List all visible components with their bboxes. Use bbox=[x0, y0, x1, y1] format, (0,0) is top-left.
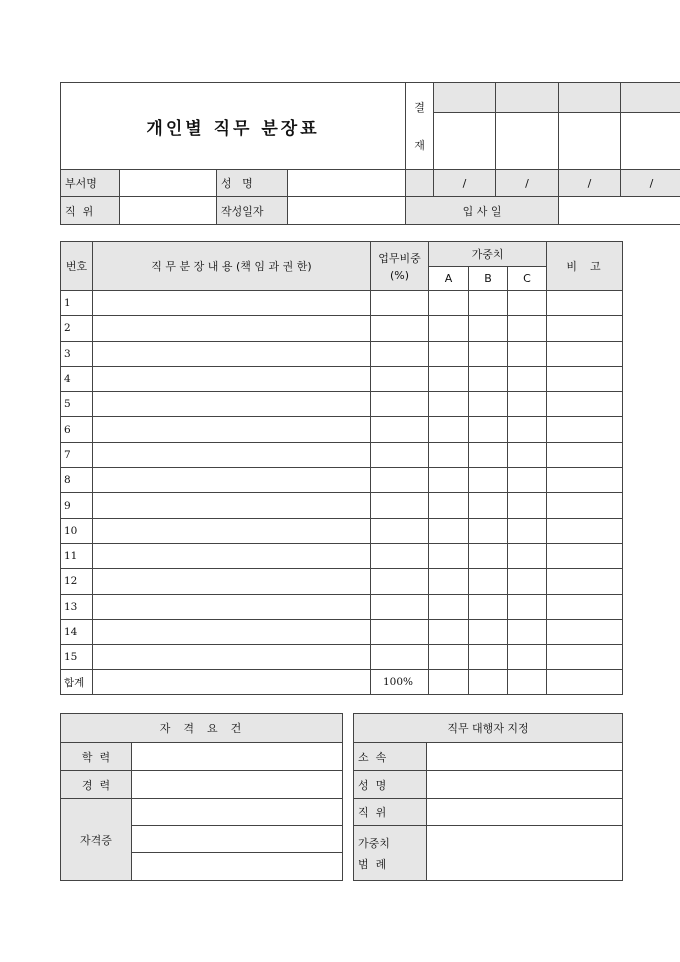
duty-share-field[interactable] bbox=[371, 468, 429, 493]
duty-row bbox=[61, 645, 623, 670]
duty-share-field[interactable] bbox=[371, 543, 429, 568]
duty-row-number: 6 bbox=[61, 417, 93, 442]
duty-row bbox=[61, 518, 623, 543]
col-note-header: 비 고 bbox=[547, 242, 623, 291]
duty-note-field[interactable] bbox=[547, 645, 623, 670]
certificate-field-3[interactable] bbox=[132, 853, 343, 881]
qualifications-table bbox=[60, 713, 343, 881]
education-field[interactable] bbox=[132, 743, 343, 771]
header-table bbox=[60, 82, 680, 225]
duty-share-field[interactable] bbox=[371, 493, 429, 518]
duty-row-number: 5 bbox=[61, 392, 93, 417]
weight-b-header: B bbox=[469, 267, 508, 291]
total-label: 합계 bbox=[61, 670, 93, 695]
approver-title-3[interactable] bbox=[559, 83, 621, 113]
duty-row bbox=[61, 341, 623, 366]
duty-share-field[interactable] bbox=[371, 442, 429, 467]
approval-empty-cell bbox=[406, 170, 434, 197]
duty-row bbox=[61, 543, 623, 568]
duty-row-number: 1 bbox=[61, 291, 93, 316]
duty-share-field[interactable] bbox=[371, 316, 429, 341]
duty-content-field[interactable] bbox=[93, 316, 371, 341]
duty-rows bbox=[61, 291, 623, 670]
duty-weight-b-field[interactable] bbox=[469, 543, 508, 568]
duty-note-field[interactable] bbox=[547, 417, 623, 442]
duty-row bbox=[61, 468, 623, 493]
duty-content-field[interactable] bbox=[93, 645, 371, 670]
education-label: 학 력 bbox=[61, 743, 132, 771]
substitute-table bbox=[353, 713, 623, 881]
col-share-unit: (%) bbox=[389, 269, 410, 282]
duty-weight-c-field[interactable] bbox=[508, 569, 547, 594]
duty-weight-a-field[interactable] bbox=[429, 645, 469, 670]
approver-sign-2[interactable] bbox=[496, 113, 559, 170]
duty-weight-b-field[interactable] bbox=[469, 291, 508, 316]
dept-label: 부서명 bbox=[61, 170, 120, 197]
approver-sign-3[interactable] bbox=[559, 113, 621, 170]
hire-date-label: 입 사 일 bbox=[406, 197, 559, 225]
duty-row-number: 3 bbox=[61, 341, 93, 366]
duty-weight-a-field[interactable] bbox=[429, 392, 469, 417]
name-label: 성 명 bbox=[217, 170, 288, 197]
duty-content-field[interactable] bbox=[93, 341, 371, 366]
duty-weight-b-field[interactable] bbox=[469, 417, 508, 442]
duty-content-field[interactable] bbox=[93, 417, 371, 442]
duty-row bbox=[61, 392, 623, 417]
duty-weight-c-field[interactable] bbox=[508, 468, 547, 493]
duties-table bbox=[60, 241, 623, 695]
page-title: 개인별 직무 분장표 bbox=[146, 118, 320, 139]
duty-note-field[interactable] bbox=[547, 316, 623, 341]
duty-share-field[interactable] bbox=[371, 291, 429, 316]
substitute-title: 직무 대행자 지정 bbox=[354, 714, 623, 743]
approver-sign-1[interactable] bbox=[434, 113, 496, 170]
duty-weight-b-field[interactable] bbox=[469, 619, 508, 644]
approval-label-1: 결 bbox=[414, 101, 425, 114]
duty-row-number: 7 bbox=[61, 442, 93, 467]
duty-content-field[interactable] bbox=[93, 468, 371, 493]
duty-row-number: 8 bbox=[61, 468, 93, 493]
duty-weight-c-field[interactable] bbox=[508, 316, 547, 341]
duty-row-number: 15 bbox=[61, 645, 93, 670]
duty-row-number: 11 bbox=[61, 543, 93, 568]
duty-content-field[interactable] bbox=[93, 619, 371, 644]
duty-row bbox=[61, 619, 623, 644]
sub-position-field[interactable] bbox=[427, 799, 623, 826]
duty-weight-a-field[interactable] bbox=[429, 341, 469, 366]
duty-note-field[interactable] bbox=[547, 594, 623, 619]
duty-note-field[interactable] bbox=[547, 619, 623, 644]
duty-share-field[interactable] bbox=[371, 619, 429, 644]
weight-legend-1: 가중치 bbox=[358, 836, 390, 850]
approval-label-2: 재 bbox=[414, 139, 425, 152]
duty-content-field[interactable] bbox=[93, 569, 371, 594]
duty-weight-c-field[interactable] bbox=[508, 493, 547, 518]
duty-row bbox=[61, 569, 623, 594]
weight-a-header: A bbox=[429, 267, 469, 291]
sub-name-label: 성 명 bbox=[354, 771, 427, 799]
duty-note-field[interactable] bbox=[547, 518, 623, 543]
duty-weight-a-field[interactable] bbox=[429, 543, 469, 568]
duty-row-number: 12 bbox=[61, 569, 93, 594]
total-content bbox=[93, 670, 371, 695]
duty-row bbox=[61, 442, 623, 467]
name-field[interactable] bbox=[288, 170, 406, 197]
form-title-cell bbox=[61, 83, 406, 170]
col-share-header bbox=[371, 242, 429, 291]
position-label: 직 위 bbox=[61, 197, 120, 225]
col-weight-header: 가중치 bbox=[429, 242, 547, 267]
sub-name-field[interactable] bbox=[427, 771, 623, 799]
approver-sign-4[interactable] bbox=[621, 113, 680, 170]
duty-note-field[interactable] bbox=[547, 442, 623, 467]
duty-row bbox=[61, 316, 623, 341]
certificate-field-2[interactable] bbox=[132, 826, 343, 853]
total-note[interactable] bbox=[547, 670, 623, 695]
duty-row bbox=[61, 291, 623, 316]
duty-weight-b-field[interactable] bbox=[469, 518, 508, 543]
total-share: 100% bbox=[371, 670, 429, 695]
weight-c-header: C bbox=[508, 267, 547, 291]
duty-weight-a-field[interactable] bbox=[429, 493, 469, 518]
career-label: 경 력 bbox=[61, 771, 132, 799]
col-share-label: 업무비중 bbox=[378, 252, 421, 265]
duty-content-field[interactable] bbox=[93, 366, 371, 391]
duty-weight-c-field[interactable] bbox=[508, 417, 547, 442]
duty-weight-a-field[interactable] bbox=[429, 468, 469, 493]
dept-field[interactable] bbox=[120, 170, 217, 197]
duty-share-field[interactable] bbox=[371, 341, 429, 366]
duty-row bbox=[61, 493, 623, 518]
duty-weight-b-field[interactable] bbox=[469, 468, 508, 493]
duty-weight-b-field[interactable] bbox=[469, 316, 508, 341]
duty-weight-a-field[interactable] bbox=[429, 594, 469, 619]
col-no-header: 번호 bbox=[61, 242, 93, 291]
duty-row-number: 14 bbox=[61, 619, 93, 644]
approver-title-4[interactable] bbox=[621, 83, 680, 113]
weight-legend-2: 범 례 bbox=[358, 857, 387, 871]
position-field[interactable] bbox=[120, 197, 217, 225]
hire-date-field[interactable] bbox=[559, 197, 680, 225]
duty-row-number: 9 bbox=[61, 493, 93, 518]
duty-row-number: 2 bbox=[61, 316, 93, 341]
written-date-field[interactable] bbox=[288, 197, 406, 225]
duty-content-field[interactable] bbox=[93, 442, 371, 467]
duty-weight-b-field[interactable] bbox=[469, 392, 508, 417]
duty-weight-c-field[interactable] bbox=[508, 291, 547, 316]
approver-title-2[interactable] bbox=[496, 83, 559, 113]
duty-weight-a-field[interactable] bbox=[429, 569, 469, 594]
duty-share-field[interactable] bbox=[371, 645, 429, 670]
duty-note-field[interactable] bbox=[547, 468, 623, 493]
duty-weight-a-field[interactable] bbox=[429, 291, 469, 316]
duty-row bbox=[61, 366, 623, 391]
duty-row-number: 13 bbox=[61, 594, 93, 619]
duty-weight-c-field[interactable] bbox=[508, 366, 547, 391]
duty-note-field[interactable] bbox=[547, 366, 623, 391]
duty-weight-a-field[interactable] bbox=[429, 619, 469, 644]
affiliation-field[interactable] bbox=[427, 743, 623, 771]
duty-share-field[interactable] bbox=[371, 594, 429, 619]
duty-content-field[interactable] bbox=[93, 543, 371, 568]
duty-weight-a-field[interactable] bbox=[429, 518, 469, 543]
duty-weight-a-field[interactable] bbox=[429, 417, 469, 442]
duty-row-number: 10 bbox=[61, 518, 93, 543]
affiliation-label: 소 속 bbox=[354, 743, 427, 771]
duty-weight-b-field[interactable] bbox=[469, 569, 508, 594]
weight-legend-field[interactable] bbox=[427, 826, 623, 881]
duty-note-field[interactable] bbox=[547, 569, 623, 594]
duty-weight-c-field[interactable] bbox=[508, 645, 547, 670]
duty-share-field[interactable] bbox=[371, 569, 429, 594]
approval-date-2[interactable]: / bbox=[496, 170, 559, 197]
weight-legend-label bbox=[354, 826, 427, 881]
total-weight-b[interactable] bbox=[469, 670, 508, 695]
approval-label-cell bbox=[406, 83, 434, 170]
duty-weight-b-field[interactable] bbox=[469, 442, 508, 467]
duty-content-field[interactable] bbox=[93, 594, 371, 619]
duty-share-field[interactable] bbox=[371, 417, 429, 442]
duty-weight-b-field[interactable] bbox=[469, 341, 508, 366]
written-date-label: 작성일자 bbox=[217, 197, 288, 225]
total-weight-a[interactable] bbox=[429, 670, 469, 695]
duty-content-field[interactable] bbox=[93, 392, 371, 417]
duty-row bbox=[61, 594, 623, 619]
duty-weight-a-field[interactable] bbox=[429, 442, 469, 467]
duty-note-field[interactable] bbox=[547, 493, 623, 518]
duty-note-field[interactable] bbox=[547, 291, 623, 316]
duty-share-field[interactable] bbox=[371, 518, 429, 543]
duty-share-field[interactable] bbox=[371, 392, 429, 417]
approval-date-1[interactable]: / bbox=[434, 170, 496, 197]
duty-row bbox=[61, 417, 623, 442]
duty-row-number: 4 bbox=[61, 366, 93, 391]
duty-share-field[interactable] bbox=[371, 366, 429, 391]
certificate-field-1[interactable] bbox=[132, 799, 343, 826]
duty-weight-a-field[interactable] bbox=[429, 316, 469, 341]
duty-content-field[interactable] bbox=[93, 493, 371, 518]
duty-weight-c-field[interactable] bbox=[508, 518, 547, 543]
duty-weight-c-field[interactable] bbox=[508, 619, 547, 644]
sub-position-label: 직 위 bbox=[354, 799, 427, 826]
duty-content-field[interactable] bbox=[93, 291, 371, 316]
qualifications-title: 자 격 요 건 bbox=[61, 714, 343, 743]
duty-weight-c-field[interactable] bbox=[508, 594, 547, 619]
duty-weight-c-field[interactable] bbox=[508, 341, 547, 366]
career-field[interactable] bbox=[132, 771, 343, 799]
certificate-label: 자격증 bbox=[61, 799, 132, 881]
col-content-header: 직 무 분 장 내 용 (책 임 과 권 한) bbox=[93, 242, 371, 291]
duty-weight-c-field[interactable] bbox=[508, 392, 547, 417]
duty-weight-b-field[interactable] bbox=[469, 493, 508, 518]
duty-weight-c-field[interactable] bbox=[508, 442, 547, 467]
duty-weight-a-field[interactable] bbox=[429, 366, 469, 391]
duty-content-field[interactable] bbox=[93, 518, 371, 543]
duty-note-field[interactable] bbox=[547, 392, 623, 417]
duty-note-field[interactable] bbox=[547, 543, 623, 568]
approver-title-1[interactable] bbox=[434, 83, 496, 113]
approval-date-4[interactable]: / bbox=[621, 170, 680, 197]
total-weight-c[interactable] bbox=[508, 670, 547, 695]
duty-weight-b-field[interactable] bbox=[469, 594, 508, 619]
duty-weight-b-field[interactable] bbox=[469, 645, 508, 670]
duty-weight-c-field[interactable] bbox=[508, 543, 547, 568]
approval-date-3[interactable]: / bbox=[559, 170, 621, 197]
duty-note-field[interactable] bbox=[547, 341, 623, 366]
duty-weight-b-field[interactable] bbox=[469, 366, 508, 391]
